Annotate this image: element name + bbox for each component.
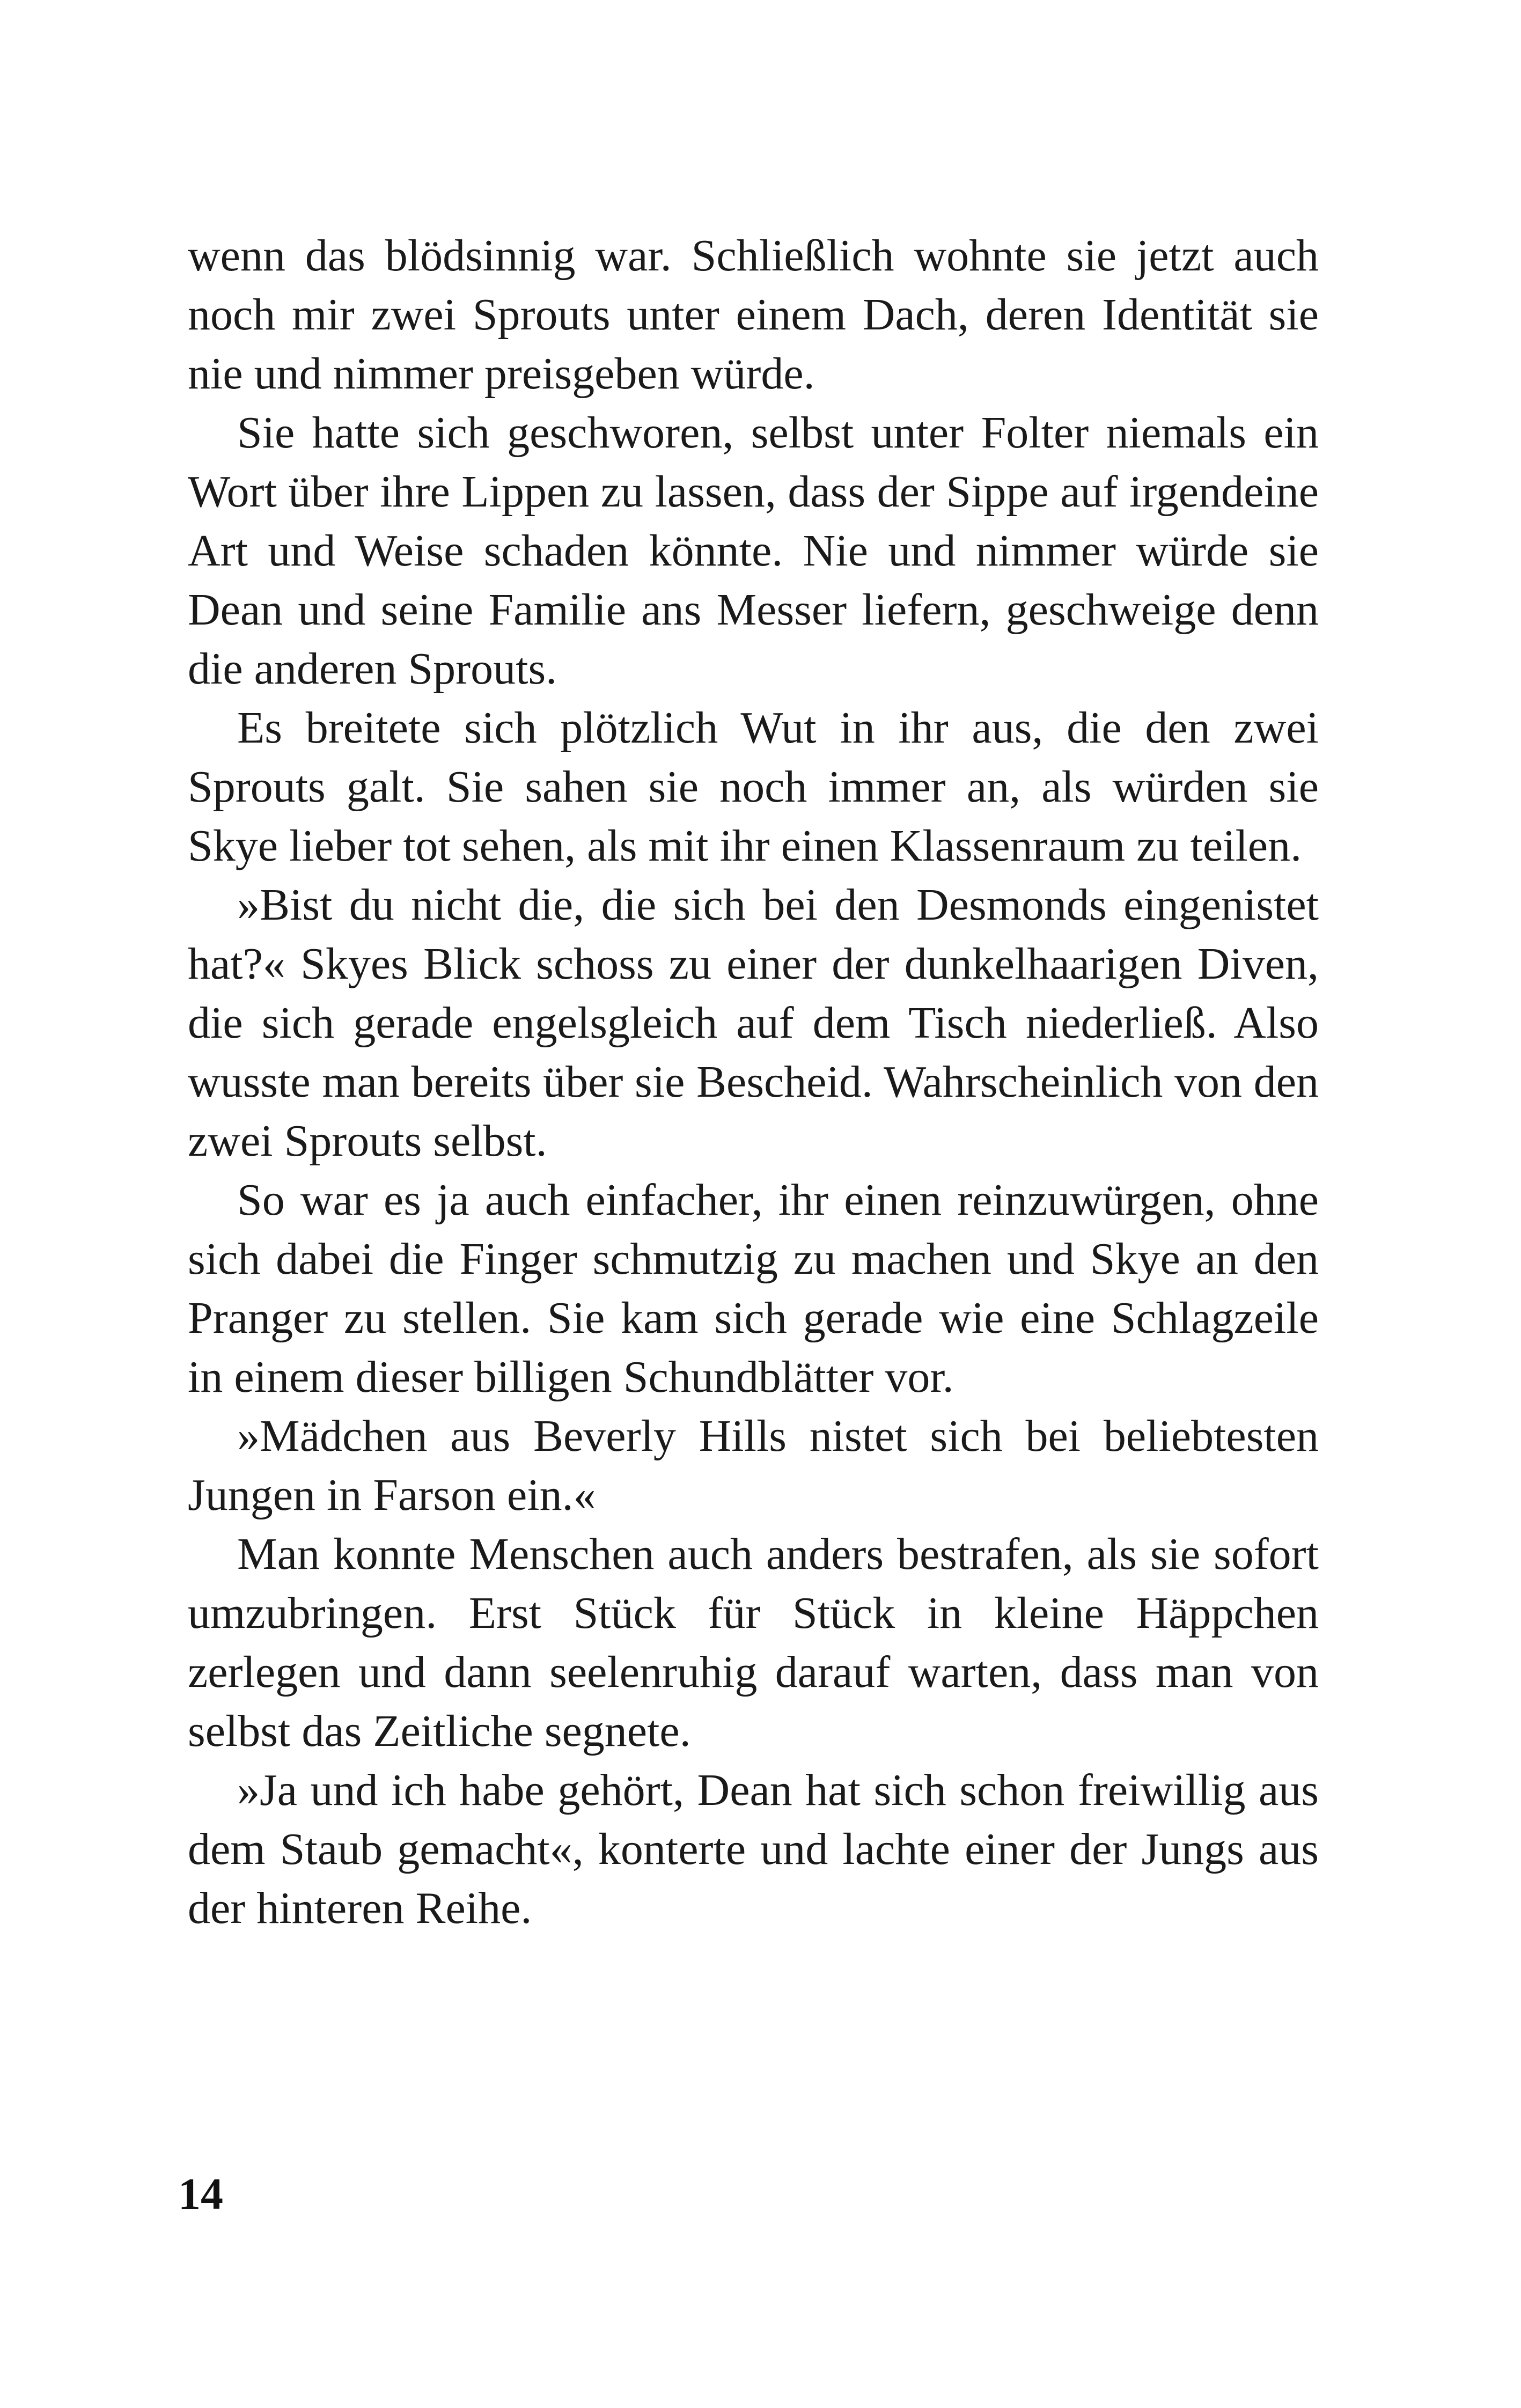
page-number: 14	[178, 2169, 223, 2219]
paragraph: »Mädchen aus Beverly Hills nistet sich bei beliebtesten Jungen in Farson ein.«	[188, 1411, 1319, 1520]
paragraph: So war es ja auch einfacher, ihr einen reinzuwürgen, ohne sich dabei die Finger schmutzig zu machen und Skye an den Pranger zu stellen. Sie kam sich gerade wie eine Schlagzeile in einem dieser billigen Schundblätter vor.	[188, 1175, 1319, 1402]
paragraph: »Bist du nicht die, die sich bei den Desmonds eingenistet hat?« Skyes Blick schoss zu einer der dunkelhaarigen Diven, die sich gerade engelsgleich auf dem Tisch niederließ. Also wusste man bereits über sie Bescheid. Wahrscheinlich von den zwei Sprouts selbst.	[188, 880, 1319, 1166]
paragraph: wenn das blödsinnig war. Schließlich wohnte sie jetzt auch noch mir zwei Sprouts unter einem Dach, deren Identität sie nie und nimmer preisgeben würde.	[188, 231, 1319, 399]
paragraph: Sie hatte sich geschworen, selbst unter Folter niemals ein Wort über ihre Lippen zu lassen, dass der Sippe auf irgendeine Art und Weise schaden könnte. Nie und nimmer würde sie Dean und seine Familie ans Messer liefern, geschweige denn die anderen Sprouts.	[188, 408, 1319, 694]
body-text	[188, 226, 1319, 1938]
paragraph: Man konnte Menschen auch anders bestrafen, als sie sofort umzubringen. Erst Stück für Stück in kleine Häppchen zerlegen und dann seelenruhig darauf warten, dass man von selbst das Zeitliche segnete.	[188, 1529, 1319, 1756]
paragraph: »Ja und ich habe gehört, Dean hat sich schon freiwillig aus dem Staub gemacht«, konterte und lachte einer der Jungs aus der hinteren Reihe.	[188, 1765, 1319, 1933]
paragraph: Es breitete sich plötzlich Wut in ihr aus, die den zwei Sprouts galt. Sie sahen sie noch immer an, als würden sie Skye lieber tot sehen, als mit ihr einen Klassenraum zu teilen.	[188, 703, 1319, 871]
